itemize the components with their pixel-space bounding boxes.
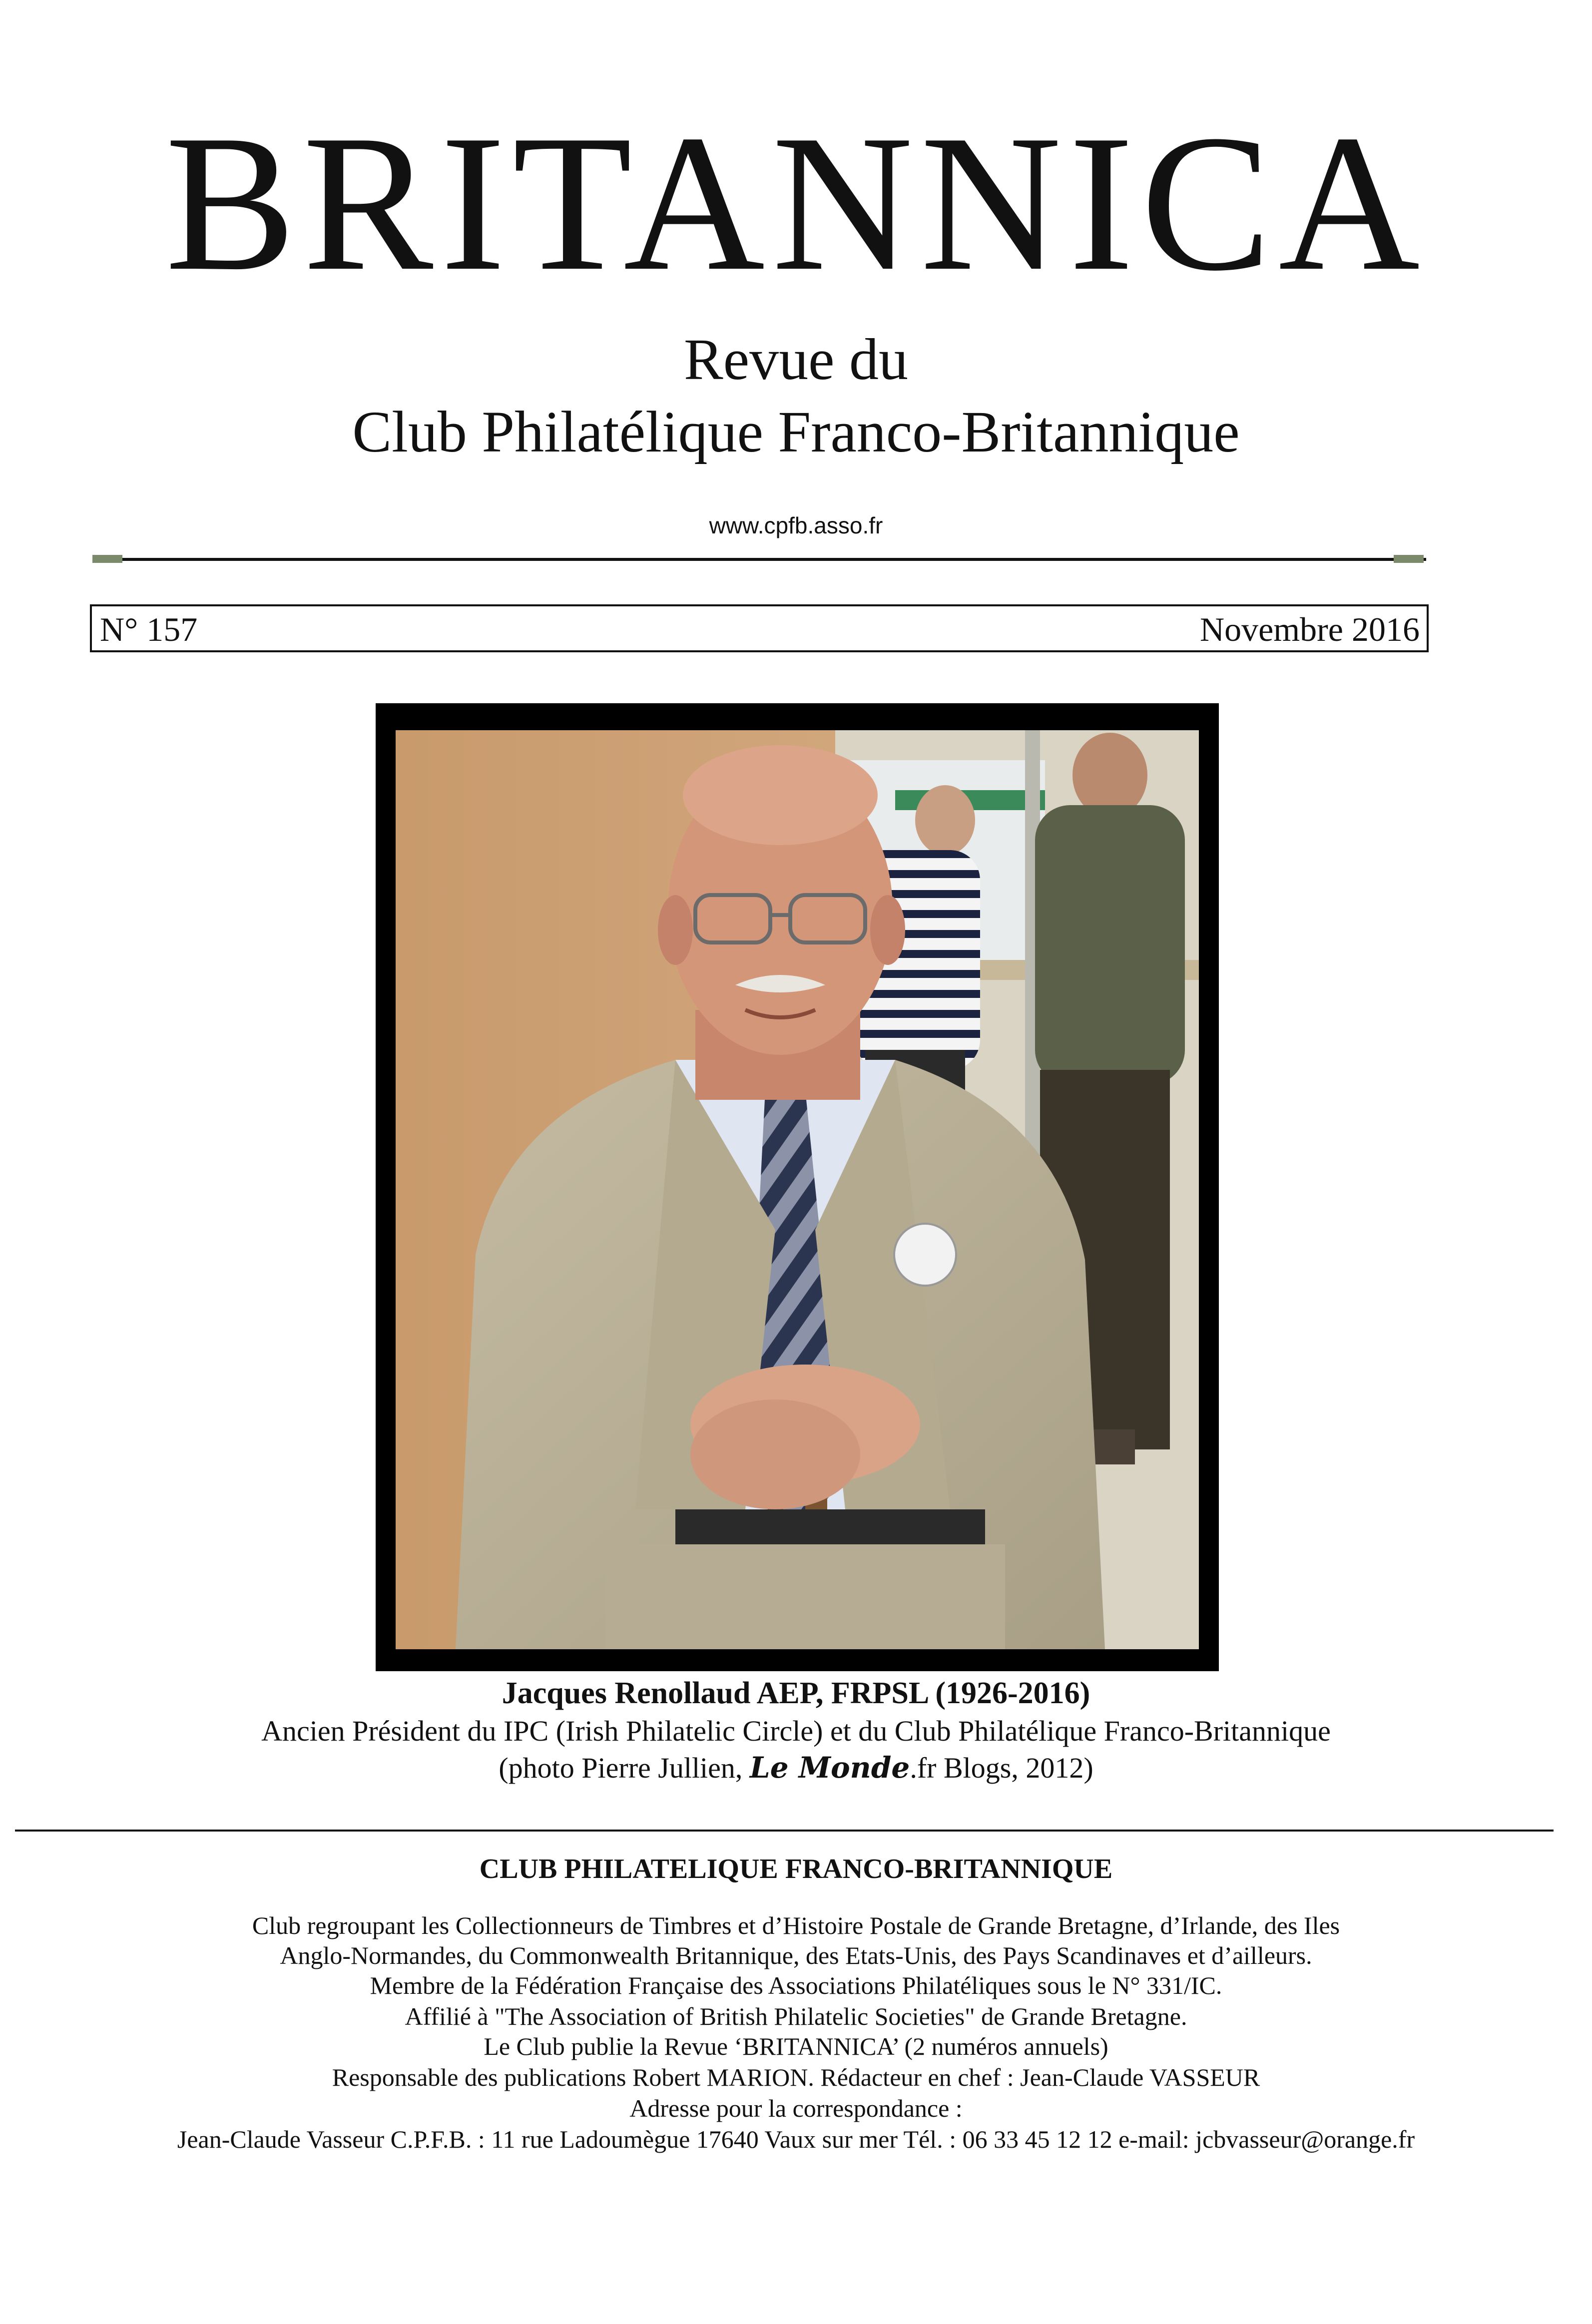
website-link[interactable]: www.cpfb.asso.fr xyxy=(709,512,883,538)
club-info-line-6: Responsable des publications Robert MARION. Rédacteur en chef : Jean-Claude VASSEUR xyxy=(332,2063,1260,2091)
club-info-line-7: Adresse pour la correspondance : xyxy=(629,2094,963,2122)
caption-credit-suffix: .fr Blogs, 2012) xyxy=(910,1752,1093,1784)
caption-credit xyxy=(0,1751,1592,1785)
top-divider xyxy=(92,558,1426,561)
club-info-line-4: Affilié à "The Association of British Philatelic Societies" de Grande Bretagne. xyxy=(405,2002,1187,2030)
club-info-line-2: Anglo-Normandes, du Commonwealth Britannique, des Etats-Unis, des Pays Scandinaves et d’ailleurs. xyxy=(280,1941,1312,1969)
club-contact-line: Jean-Claude Vasseur C.P.F.B. : 11 rue Ladoumègue 17640 Vaux sur mer Tél. : 06 33 45 12 12 e-mail: jcbvasseur@orange.fr xyxy=(177,2125,1415,2153)
subtitle-line-1: Revue du xyxy=(684,327,908,392)
le-monde-logo: Le Monde xyxy=(749,1751,910,1785)
club-info-line-5: Le Club publie la Revue ‘BRITANNICA’ (2 numéros annuels) xyxy=(484,2032,1108,2060)
issue-number: N° 157 xyxy=(100,610,198,648)
top-divider-accent-right xyxy=(1394,555,1424,563)
caption-name: Jacques Renollaud AEP, FRPSL (1926-2016) xyxy=(502,1676,1090,1710)
portrait-photo xyxy=(396,730,1199,1649)
club-info-line-1: Club regroupant les Collectionneurs de Timbres et d’Histoire Postale de Grande Bretagne, d’Irlande, des Iles xyxy=(252,1911,1340,1939)
masthead-title: BRITANNICA xyxy=(165,94,1427,311)
middle-divider xyxy=(15,1830,1554,1832)
club-info-line-3: Membre de la Fédération Française des Associations Philatéliques sous le N° 331/IC. xyxy=(370,1971,1222,1999)
club-title: CLUB PHILATELIQUE FRANCO-BRITANNIQUE xyxy=(479,1854,1113,1884)
caption-role: Ancien Président du IPC (Irish Philatelic Circle) et du Club Philatélique Franco-Britannique xyxy=(261,1715,1331,1747)
top-divider-accent-left xyxy=(92,555,122,563)
issue-date: Novembre 2016 xyxy=(1199,610,1420,648)
caption-credit-prefix: (photo Pierre Jullien, xyxy=(499,1752,750,1784)
subtitle-line-2: Club Philatélique Franco-Britannique xyxy=(352,399,1240,465)
